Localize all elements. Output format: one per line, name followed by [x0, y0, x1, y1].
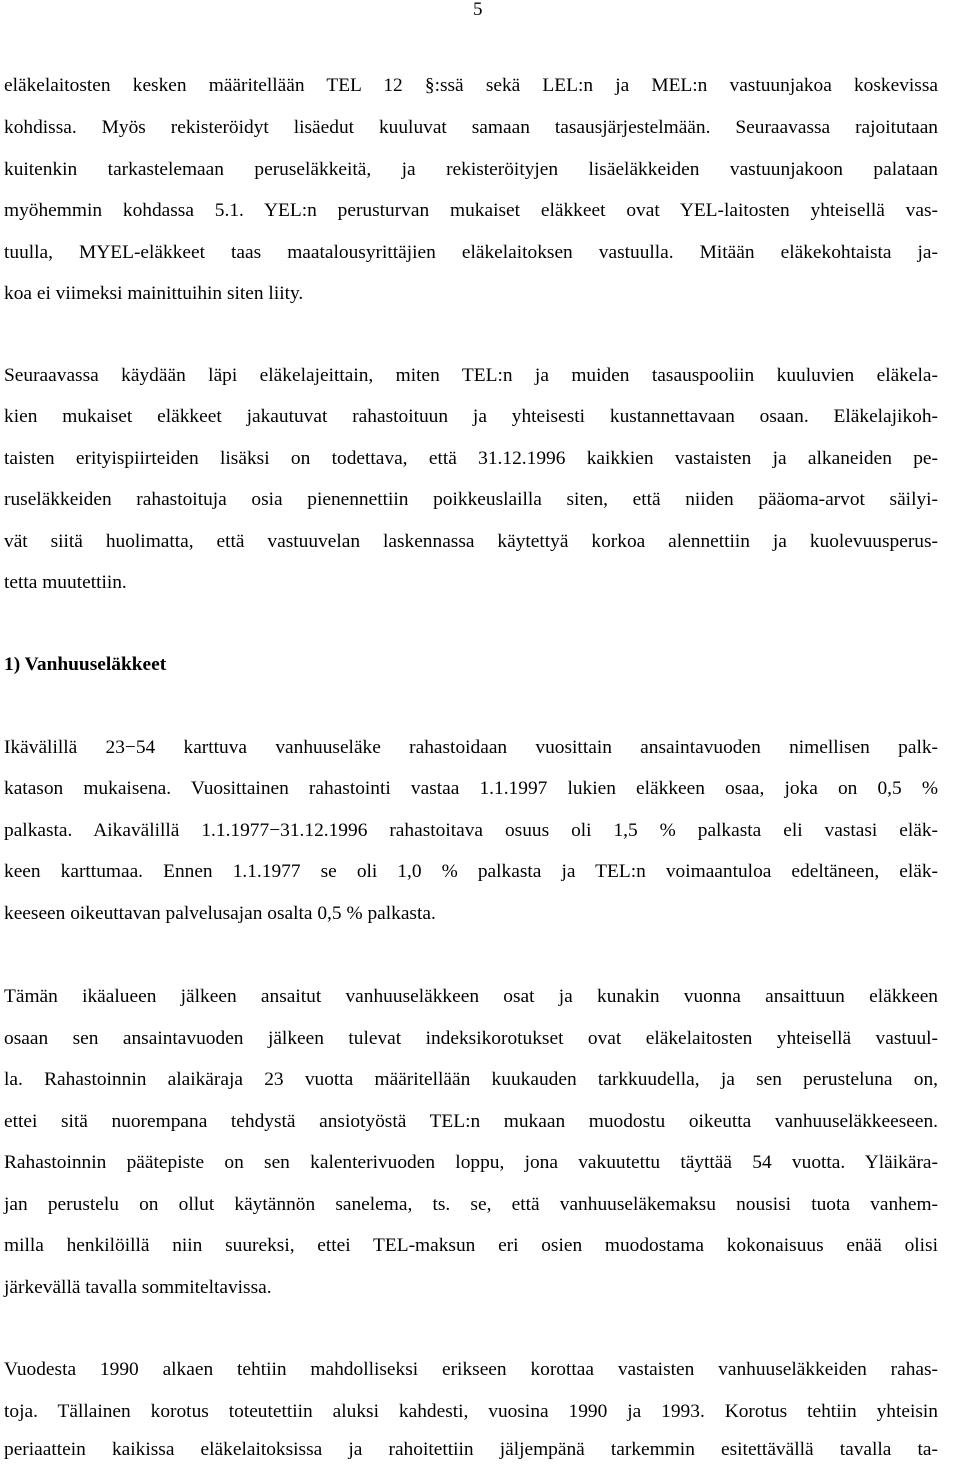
text-line: ruseläkkeiden rahastoituja osia pienennettiin poikkeuslailla siten, että niiden pääoma-arvot säilyi-	[4, 489, 938, 510]
section-heading: 1) Vanhuuseläkkeet	[4, 654, 167, 675]
text-line: kuitenkin tarkastelemaan peruseläkkeitä, ja rekisteröityjen lisäeläkkeiden vastuunjakoon palataan	[4, 159, 938, 180]
text-line: palkasta. Aikavälillä 1.1.1977−31.12.1996 rahastoitava osuus oli 1,5 % palkasta eli vastasi eläk-	[4, 820, 938, 841]
page-number: 5	[473, 0, 483, 20]
text-line: katason mukaisena. Vuosittainen rahastointi vastaa 1.1.1997 lukien eläkkeen osaa, joka on 0,5 %	[4, 778, 938, 799]
text-line: Rahastoinnin päätepiste on sen kalenterivuoden loppu, jona vakuutettu täyttää 54 vuotta. Yläikära-	[4, 1152, 938, 1173]
text-line: eläkelaitosten kesken määritellään TEL 12 §:ssä sekä LEL:n ja MEL:n vastuunjakoa koskevissa	[4, 75, 938, 96]
text-line: vät siitä huolimatta, että vastuuvelan laskennassa käytettyä korkoa alennettiin ja kuolevuusperus-	[4, 531, 938, 552]
text-line: milla henkilöillä niin suureksi, ettei TEL-maksun eri osien muodostama kokonaisuus enää olisi	[4, 1235, 938, 1256]
text-line: tuulla, MYEL-eläkkeet taas maatalousyrittäjien eläkelaitoksen vastuulla. Mitään eläkekohtaista ja-	[4, 242, 938, 263]
text-line: la. Rahastoinnin alaikäraja 23 vuotta määritellään kuukauden tarkkuudella, ja sen perusteluna on,	[4, 1069, 938, 1090]
text-line: Ikävälillä 23−54 karttuva vanhuuseläke rahastoidaan vuosittain ansaintavuoden nimellisen palk-	[4, 737, 938, 758]
text-line: myöhemmin kohdassa 5.1. YEL:n perusturvan mukaiset eläkkeet ovat YEL-laitosten yhteisellä vas-	[4, 200, 938, 221]
text-line: taisten erityispiirteiden lisäksi on todettava, että 31.12.1996 kaikkien vastaisten ja alkaneiden pe-	[4, 448, 938, 469]
text-line: Tämän ikäalueen jälkeen ansaitut vanhuuseläkkeen osat ja kunakin vuonna ansaittuun eläkkeen	[4, 986, 938, 1007]
text-line: keen karttumaa. Ennen 1.1.1977 se oli 1,0 % palkasta ja TEL:n voimaantuloa edeltäneen, eläk-	[4, 861, 938, 882]
text-line: periaattein kaikissa eläkelaitoksissa ja rahoitettiin jäljempänä tarkemmin esitettävällä tavalla ta-	[4, 1439, 938, 1460]
text-line: kohdissa. Myös rekisteröidyt lisäedut kuuluvat samaan tasausjärjestelmään. Seuraavassa rajoitutaan	[4, 117, 938, 138]
text-line: kien mukaiset eläkkeet jakautuvat rahastoituun ja yhteisesti kustannettavaan osaan. Eläkelajikoh-	[4, 406, 938, 427]
text-line: Seuraavassa käydään läpi eläkelajeittain, miten TEL:n ja muiden tasauspooliin kuuluvien eläkela-	[4, 365, 938, 386]
text-line: Vuodesta 1990 alkaen tehtiin mahdolliseksi erikseen korottaa vastaisten vanhuuseläkkeiden rahas-	[4, 1359, 938, 1380]
text-line: jan perustelu on ollut käytännön sanelema, ts. se, että vanhuuseläkemaksu nousisi tuota vanhem-	[4, 1194, 938, 1215]
text-line: toja. Tällainen korotus toteutettiin aluksi kahdesti, vuosina 1990 ja 1993. Korotus tehtiin yhteisin	[4, 1401, 938, 1422]
text-line: järkevällä tavalla sommiteltavissa.	[4, 1277, 272, 1298]
text-line: ettei sitä nuorempana tehdystä ansiotyöstä TEL:n mukaan muodostu oikeutta vanhuuseläkkeeseen.	[4, 1111, 938, 1132]
text-line: tetta muutettiin.	[4, 572, 127, 593]
text-line: keeseen oikeuttavan palvelusajan osalta 0,5 % palkasta.	[4, 903, 436, 924]
text-line: osaan sen ansaintavuoden jälkeen tulevat indeksikorotukset ovat eläkelaitosten yhteisellä vastuul-	[4, 1028, 938, 1049]
text-line: koa ei viimeksi mainittuihin siten liity.	[4, 283, 304, 304]
